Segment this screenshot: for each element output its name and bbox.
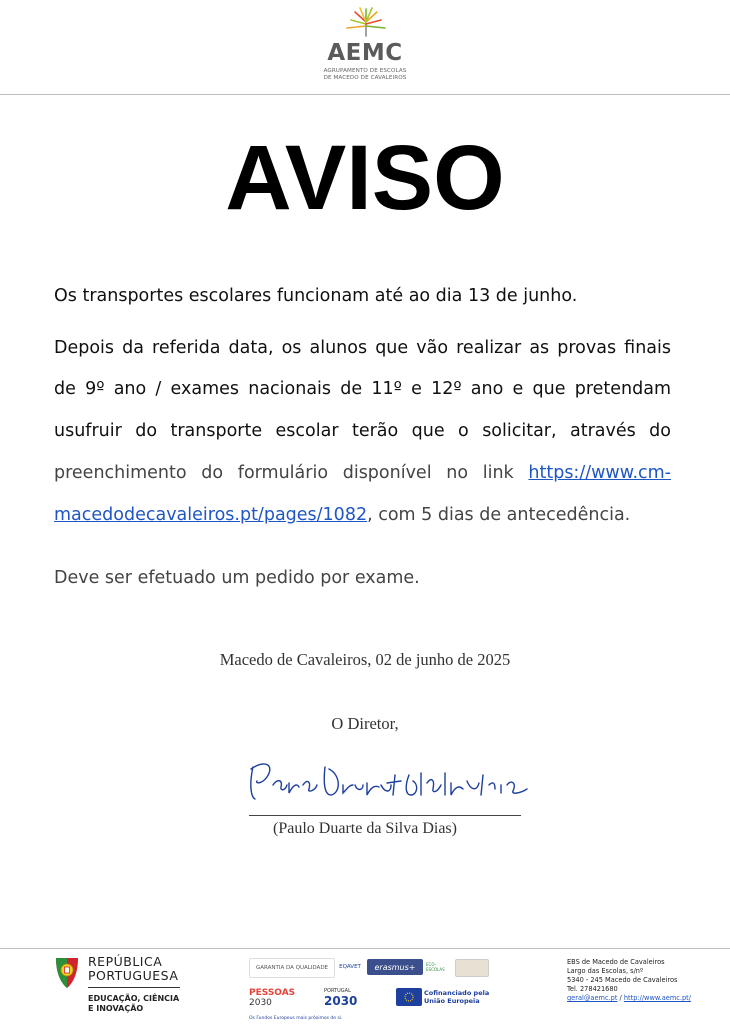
school-contact <box>567 958 727 1003</box>
paragraph-2-line-3: usufruir do transporte escolar terão que o solicitar, através do <box>54 421 671 441</box>
contact-links <box>567 994 727 1003</box>
paragraph-2-line-4 <box>54 463 671 483</box>
portugal-2030-logo <box>324 986 384 1010</box>
cofinanciado-ue-text <box>424 987 494 1007</box>
pessoas-year: 2030 <box>249 998 272 1008</box>
contact-postal: 5340 - 245 Macedo de Cavaleiros <box>567 976 678 984</box>
republica-divider <box>88 987 180 988</box>
signatory-role: O Diretor, <box>331 714 399 733</box>
funds-tagline: Os Fundos Europeus mais próximos de si. <box>249 1015 343 1021</box>
eqavet-logo: EQAVET <box>339 964 361 970</box>
garantia-qualidade-logo: GARANTIA DA QUALIDADE <box>249 958 335 978</box>
republica-portuguesa-logo <box>52 952 232 1018</box>
portugal-text: PORTUGAL <box>324 988 351 994</box>
portugal-flag-icon <box>52 952 82 990</box>
tree-icon <box>343 6 389 40</box>
logo-wordmark: AEMC <box>327 40 403 66</box>
signatory-name: (Paulo Duarte da Silva Dias) <box>273 820 457 837</box>
header-divider <box>0 94 730 95</box>
paragraph-2-line-5 <box>54 505 671 525</box>
contact-email-link[interactable]: geral@aemc.pt <box>567 994 618 1002</box>
contact-tel: Tel. 278421680 <box>567 985 618 993</box>
paragraph-2-line-4-text: preenchimento do formulário disponível no link <box>54 463 529 483</box>
school-badges-icon <box>455 959 489 977</box>
page-title: AVISO <box>225 127 505 229</box>
cofinanciado-line-1: Cofinanciado pela <box>424 989 490 997</box>
pessoas-2030-logo <box>249 986 313 1010</box>
form-link-part-1[interactable]: https://www.cm- <box>528 463 671 483</box>
contact-separator: / <box>617 994 624 1002</box>
ministry-text-1: EDUCAÇÃO, CIÊNCIA <box>88 994 180 1003</box>
contact-web-link[interactable]: http://www.aemc.pt/ <box>623 994 691 1002</box>
place-date: Macedo de Cavaleiros, 02 de junho de 2025 <box>219 650 511 669</box>
erasmus-logo: erasmus+ <box>367 959 423 975</box>
aemc-logo <box>315 6 415 86</box>
paragraph-2-line-5-tail: , com 5 dias de antecedência. <box>367 505 631 525</box>
eu-flag-icon <box>396 988 422 1006</box>
contact-street: Largo das Escolas, s/nº <box>567 967 644 975</box>
funders-logos <box>246 956 506 1024</box>
paragraph-2-line-2: de 9º ano / exames nacionais de 11º e 12º ano e que pretendam <box>54 379 671 399</box>
portugal-year: 2030 <box>324 994 358 1008</box>
contact-school: EBS de Macedo de Cavaleiros <box>567 958 665 966</box>
republica-text-2: PORTUGUESA <box>88 968 179 983</box>
paragraph-1: Os transportes escolares funcionam até ao dia 13 de junho. <box>54 286 578 306</box>
pessoas-text: PESSOAS <box>249 988 296 998</box>
logo-subtitle-2: DE MACEDO DE CAVALEIROS <box>323 75 407 81</box>
logo-subtitle-1: AGRUPAMENTO DE ESCOLAS <box>323 68 407 74</box>
paragraph-3: Deve ser efetuado um pedido por exame. <box>54 568 420 588</box>
form-link-part-2[interactable]: macedodecavaleiros.pt/pages/1082 <box>54 505 368 525</box>
paragraph-2-line-1: Depois da referida data, os alunos que vão realizar as provas finais <box>54 338 671 358</box>
footer-divider <box>0 948 730 949</box>
cofinanciado-line-2: União Europeia <box>424 997 480 1005</box>
ministry-text-2: E INOVAÇÃO <box>88 1004 144 1013</box>
republica-text-1: REPÚBLICA <box>88 954 163 969</box>
signature-line <box>249 815 521 816</box>
eco-escolas-logo: ECO-ESCOLAS <box>426 962 445 972</box>
handwritten-signature <box>245 755 530 810</box>
